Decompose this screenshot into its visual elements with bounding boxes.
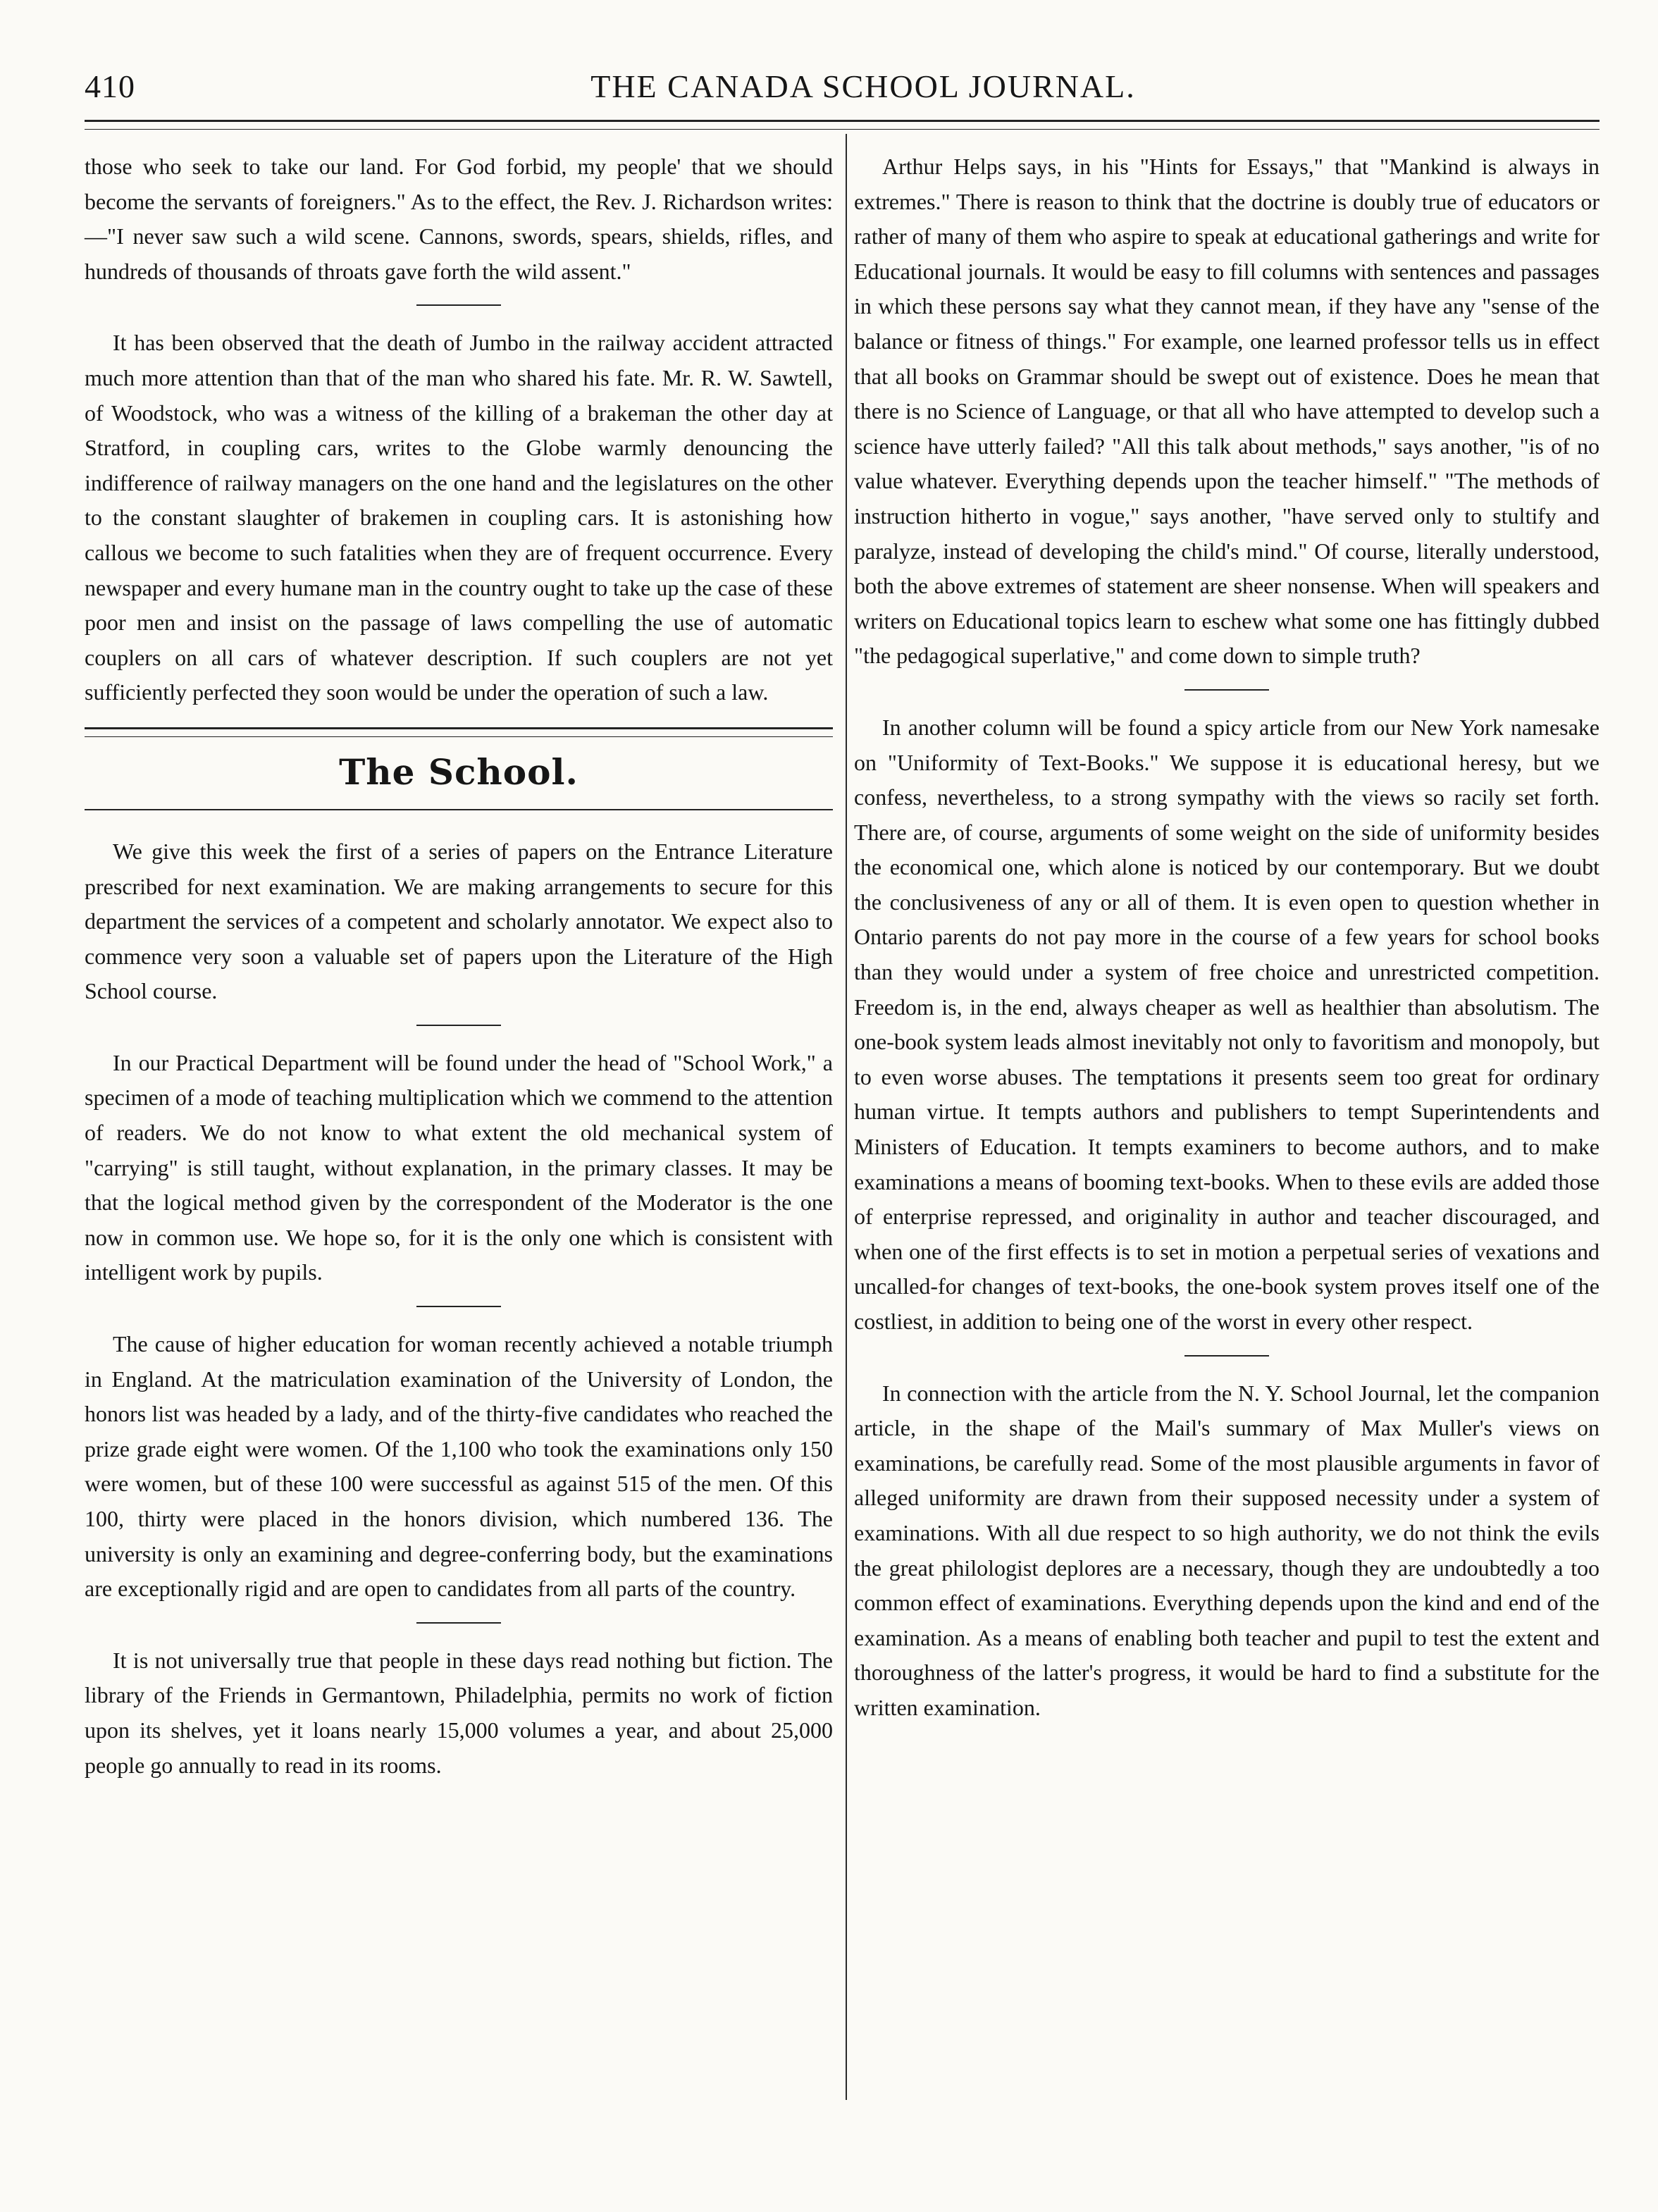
paragraph-higher-education: The cause of higher education for woman recently achieved a notable triumph in England. At the matriculation examination of the University of London, the honors list was headed by a lady, and of the thirty-five candidates who reached the prize grade eight were women. Of the 1,100 who took the examinations only 150 were women, but of these 100 were successful as against 515 of the men. Of this 100, thirty were placed in the honors division, which numbered 136. The university is only an examining and degree-conferring body, but the examinations are exceptionally rigid and are open to candidates from all parts of the country. <box>85 1331 833 1602</box>
paragraph-practical-department: In our Practical Department will be found under the head of "School Work," a specimen of a mode of teaching multiplication which we commend to the attention of readers. We do not know to what extent the old mechanical system of "carrying" is still taught, without explanation, in the primary classes. It may be that the logical method given by the correspondent of the Moderator is the one now in common use. We hope so, for it is the only one which is consistent with intelligent work by pupils. <box>85 1049 833 1285</box>
paragraph-separator <box>416 1622 501 1624</box>
section-heading-rule <box>85 809 833 810</box>
column-divider <box>846 134 847 2100</box>
paragraph-separator <box>416 1025 501 1026</box>
paragraph-separator <box>1184 689 1269 691</box>
header-rule <box>85 120 1600 130</box>
page-header <box>85 68 1600 110</box>
paragraph-fiction-library: It is not universally true that people in these days read nothing but fiction. The library of the Friends in Germantown, Philadelphia, permits no work of fiction upon its shelves, yet it loans nearly 15,000 volumes a year, and about 25,000 people go annually to read in its rooms. <box>85 1647 833 1778</box>
paragraph-entrance-literature: We give this week the first of a series of papers on the Entrance Literature prescribed for next examination. We are making arrangements to secure for this department the services of a competent and scholarly annotator. We expect also to commence very soon a valuable set of papers upon the Literature of the High School course. <box>85 838 833 1004</box>
paragraph-examinations: In connection with the article from the N. Y. School Journal, let the companion article, in the shape of the Mail's summary of Max Muller's views on examinations, be carefully read. Some of the most plausible arguments in favor of alleged uniformity are drawn from their supposed necessity under a system of examinations. With all due respect to so high authority, we do not think the evils the great philologist deplores are a necessary, though they are undoubtedly a too common effect of examinations. Everything depends upon the kind and end of the examination. As a means of enabling both teacher and pupil to test the extent and thoroughness of the latter's progress, it would be hard to find a substitute for the written examination. <box>854 1380 1600 1720</box>
page-number: 410 <box>85 68 135 104</box>
paragraph-arthur-helps: Arthur Helps says, in his "Hints for Essays," that "Mankind is always in extremes." There is reason to think that the doctrine is doubly true of educators or rather of many of them who aspire to speak at educational gatherings and write for Educational journals. It would be easy to fill columns with sentences and passages in which these persons say what they cannot mean, if they have any "sense of the balance or fitness of things." For example, one learned professor tells us in effect that all books on Grammar should be swept out of existence. Does he mean that there is no Science of Language, or that all who have attempted to develop such a science have utterly failed? "All this talk about methods," says another, "is of no value whatever. Everything depends upon the teacher himself." "The methods of instruction hitherto in vogue," says another, "have served only to stultify and paralyze, instead of developing the child's mind." Of course, literally understood, both the above extremes of statement are sheer nonsense. When will speakers and writers on Educational topics learn to eschew what some one has fittingly dubbed "the pedagogical superlative," and come down to simple truth? <box>854 154 1600 669</box>
paragraph-invasion-quote: those who seek to take our land. For God forbid, my people' that we should become the servants of foreigners." As to the effect, the Rev. J. Richardson writes:—"I never saw such a wild scene. Cannons, swords, spears, shields, rifles, and hundreds of thousands of throats gave forth the wild assent." <box>85 154 833 284</box>
section-heading-the-school: The School. <box>339 750 579 793</box>
paragraph-separator <box>1184 1355 1269 1357</box>
paragraph-separator <box>416 304 501 306</box>
left-column <box>85 149 833 1783</box>
journal-title: THE CANADA SCHOOL JOURNAL. <box>590 68 1136 104</box>
section-rule <box>85 727 833 737</box>
paragraph-uniformity-text-books: In another column will be found a spicy article from our New York namesake on "Uniformity of Text-Books." We suppose it is educational heresy, but we confess, nevertheless, to a strong sympathy with the views so racily set forth. There are, of course, arguments of some weight on the side of uniformity besides the economical one, which alone is noticed by our contemporary. But we doubt the conclusiveness of any or all of them. It is even open to question whether in Ontario parents do not pay more in the course of a few years for school books than they would under a system of free choice and unrestricted competition. Freedom is, in the end, always cheaper as well as healthier than absolutism. The one-book system leads almost inevitably not only to favoritism and monopoly, but to even worse abuses. The temptations it presents seem too great for ordinary human virtue. It tempts authors and publishers to tempt Superintendents and Ministers of Education. It tempts examiners to become authors, and to make examinations a means of booming text-books. When to these evils are added those of enterprise repressed, and originality in author and teacher discouraged, and when one of the first effects is to set in motion a perpetual series of vexations and uncalled-for changes of text-books, the one-book system proves itself one of the costliest, in addition to being one of the worst in every other respect. <box>854 714 1600 1334</box>
paragraph-railway-accident: It has been observed that the death of Jumbo in the railway accident attracted much more attention than that of the man who shared his fate. Mr. R. W. Sawtell, of Woodstock, who was a witness of the killing of a brakeman the other day at Stratford, in coupling cars, writes to the Globe warmly denouncing the indifference of railway managers on the one hand and the legislatures on the other to the constant slaughter of brakemen in coupling cars. It is astonishing how callous we become to such fatalities when they are of frequent occurrence. Every newspaper and every humane man in the country ought to take up the case of these poor men and insist on the passage of laws compelling the use of automatic couplers on all cars of whatever description. If such couplers are not yet sufficiently perfected they soon would be under the operation of such a law. <box>85 330 833 705</box>
paragraph-separator <box>416 1306 501 1307</box>
right-column <box>854 149 1600 1726</box>
